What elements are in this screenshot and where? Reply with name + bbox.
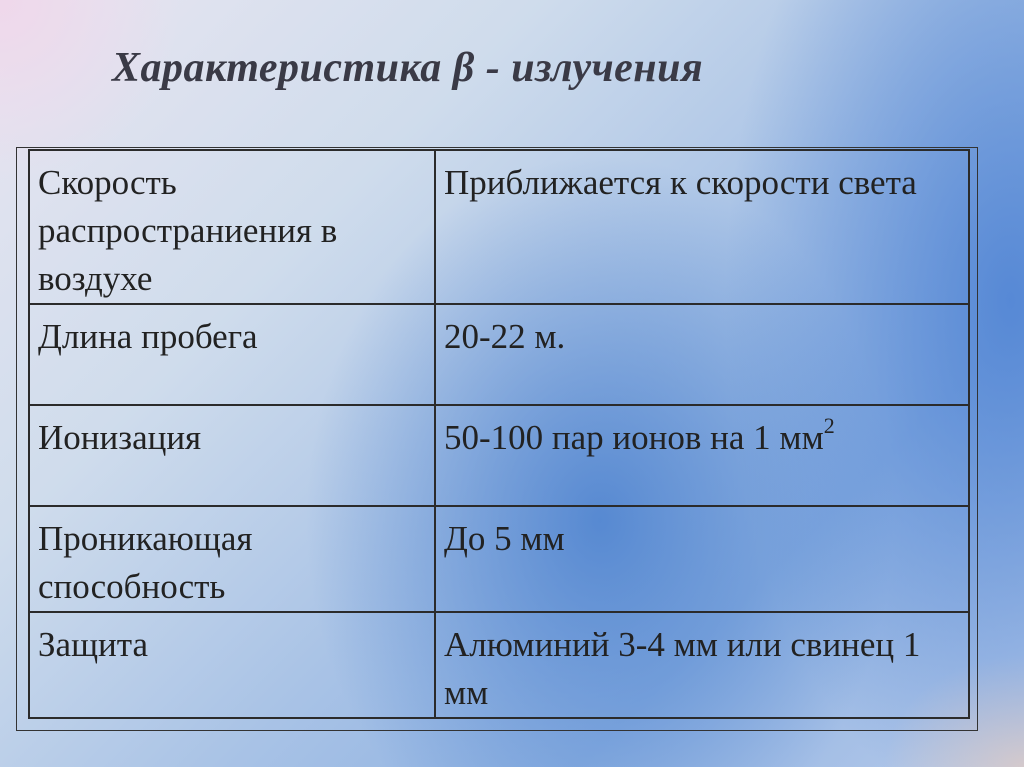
table-row bbox=[29, 506, 969, 612]
value-cell: До 5 мм bbox=[435, 506, 969, 612]
value-text: 50-100 пар ионов на 1 мм bbox=[444, 418, 824, 457]
value-cell: Приближается к скорости света bbox=[435, 150, 969, 304]
property-cell: Скорость распространиения в воздухе bbox=[29, 150, 435, 304]
slide-title: Характеристика β - излучения bbox=[112, 45, 704, 91]
value-cell: Алюминий 3-4 мм или свинец 1 мм bbox=[435, 612, 969, 718]
value-superscript: 2 bbox=[823, 413, 835, 438]
table-row bbox=[29, 612, 969, 718]
property-cell: Длина пробега bbox=[29, 304, 435, 405]
table-row bbox=[29, 150, 969, 304]
table-row bbox=[29, 304, 969, 405]
property-cell: Защита bbox=[29, 612, 435, 718]
table-row bbox=[29, 405, 969, 506]
characteristics-table bbox=[28, 149, 970, 719]
value-cell bbox=[435, 405, 969, 506]
property-cell: Проникающая способность bbox=[29, 506, 435, 612]
property-cell: Ионизация bbox=[29, 405, 435, 506]
value-cell: 20-22 м. bbox=[435, 304, 969, 405]
